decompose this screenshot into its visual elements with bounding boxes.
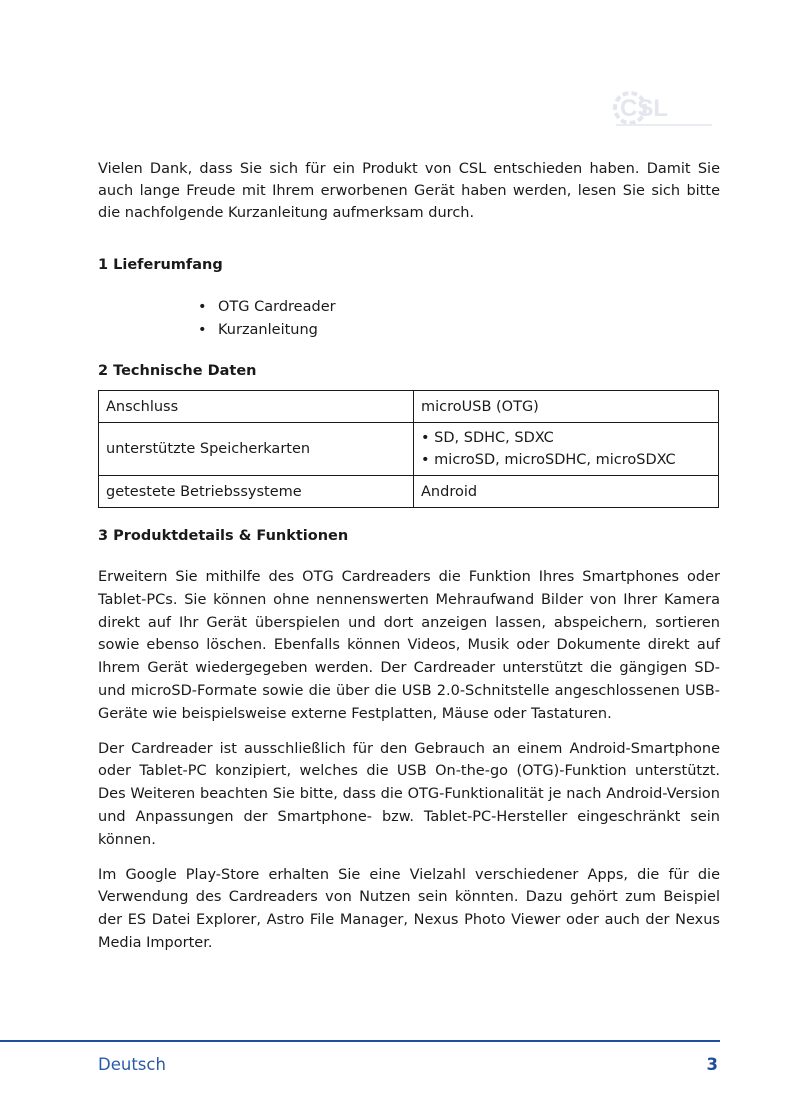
table-row [99, 423, 719, 476]
csl-logo [606, 88, 714, 130]
section-heading-technische-daten: 2 Technische Daten [98, 363, 257, 379]
spec-key: unterstützte Speicherkarten [99, 423, 414, 476]
delivery-list [98, 296, 720, 342]
table-row [99, 391, 719, 423]
page-content [98, 158, 720, 955]
spec-value: microUSB (OTG) [414, 391, 719, 423]
footer-divider [0, 1040, 720, 1042]
bullet-icon: • [198, 322, 207, 338]
csl-logo-icon [606, 88, 714, 130]
list-item: • microSD, microSDHC, microSDXC [421, 452, 676, 468]
specs-table [98, 390, 719, 508]
body-paragraph: Erweitern Sie mithilfe des OTG Cardreaders die Funktion Ihres Smartphones oder Tablet-PCs. Sie können ohne nennenswerten Mehraufwand Bilder von Ihrer Kamera direkt auf Ihr Gerät überspielen und dort anzeigen lassen, abspeichern, sortieren sowie ebenso löschen. Ebenfalls können Videos, Musik oder Dokumente direkt auf Ihrem Gerät wiedergegeben werden. Der Cardreader unterstützt die gängigen SD- und microSD-Formate sowie die über die USB 2.0-Schnitstelle angeschlossenen USB-Geräte wie beispielsweise externe Festplatten, Mäuse oder Tastaturen. [98, 569, 720, 722]
section-heading-produktdetails: 3 Produktdetails & Funktionen [98, 528, 349, 544]
list-item: • SD, SDHC, SDXC [421, 430, 554, 446]
spec-value [414, 423, 719, 476]
spec-key: Anschluss [99, 391, 414, 423]
csl-logo-text: CSL [620, 95, 668, 122]
list-item: • OTG Cardreader [198, 296, 720, 319]
table-row [99, 476, 719, 508]
card-format-list [421, 427, 711, 471]
body-paragraph: Im Google Play-Store erhalten Sie eine Vielzahl verschiedener Apps, die für die Verwendung des Cardreaders von Nutzen sein könnten. Dazu gehört zum Beispiel der ES Datei Explorer, Astro File Manager, Nexus Photo Viewer oder auch der Nexus Media Importer. [98, 866, 720, 951]
intro-paragraph: Vielen Dank, dass Sie sich für ein Produkt von CSL entschieden haben. Damit Sie auch lange Freude mit Ihrem erworbenen Gerät haben werden, lesen Sie sich bitte die nachfolgende Kurzanleitung aufmerksam durch. [98, 161, 720, 221]
spec-value: Android [414, 476, 719, 508]
footer-language: Deutsch [98, 1055, 166, 1074]
bullet-icon: • [198, 299, 207, 315]
list-item: • Kurzanleitung [198, 319, 720, 342]
body-paragraph: Der Cardreader ist ausschließlich für den Gebrauch an einem Android-Smartphone oder Tablet-PC konzipiert, welches die USB On-the-go (OTG)-Funktion unterstützt. Des Weiteren beachten Sie bitte, dass die OTG-Funktionalität je nach Android-Version und Anpassungen der Smartphone- bzw. Tablet-PC-Hersteller eingeschränkt sein können. [98, 740, 720, 848]
section-heading-lieferumfang: 1 Lieferumfang [98, 257, 223, 273]
page-number: 3 [706, 1055, 718, 1074]
spec-key: getestete Betriebssysteme [99, 476, 414, 508]
